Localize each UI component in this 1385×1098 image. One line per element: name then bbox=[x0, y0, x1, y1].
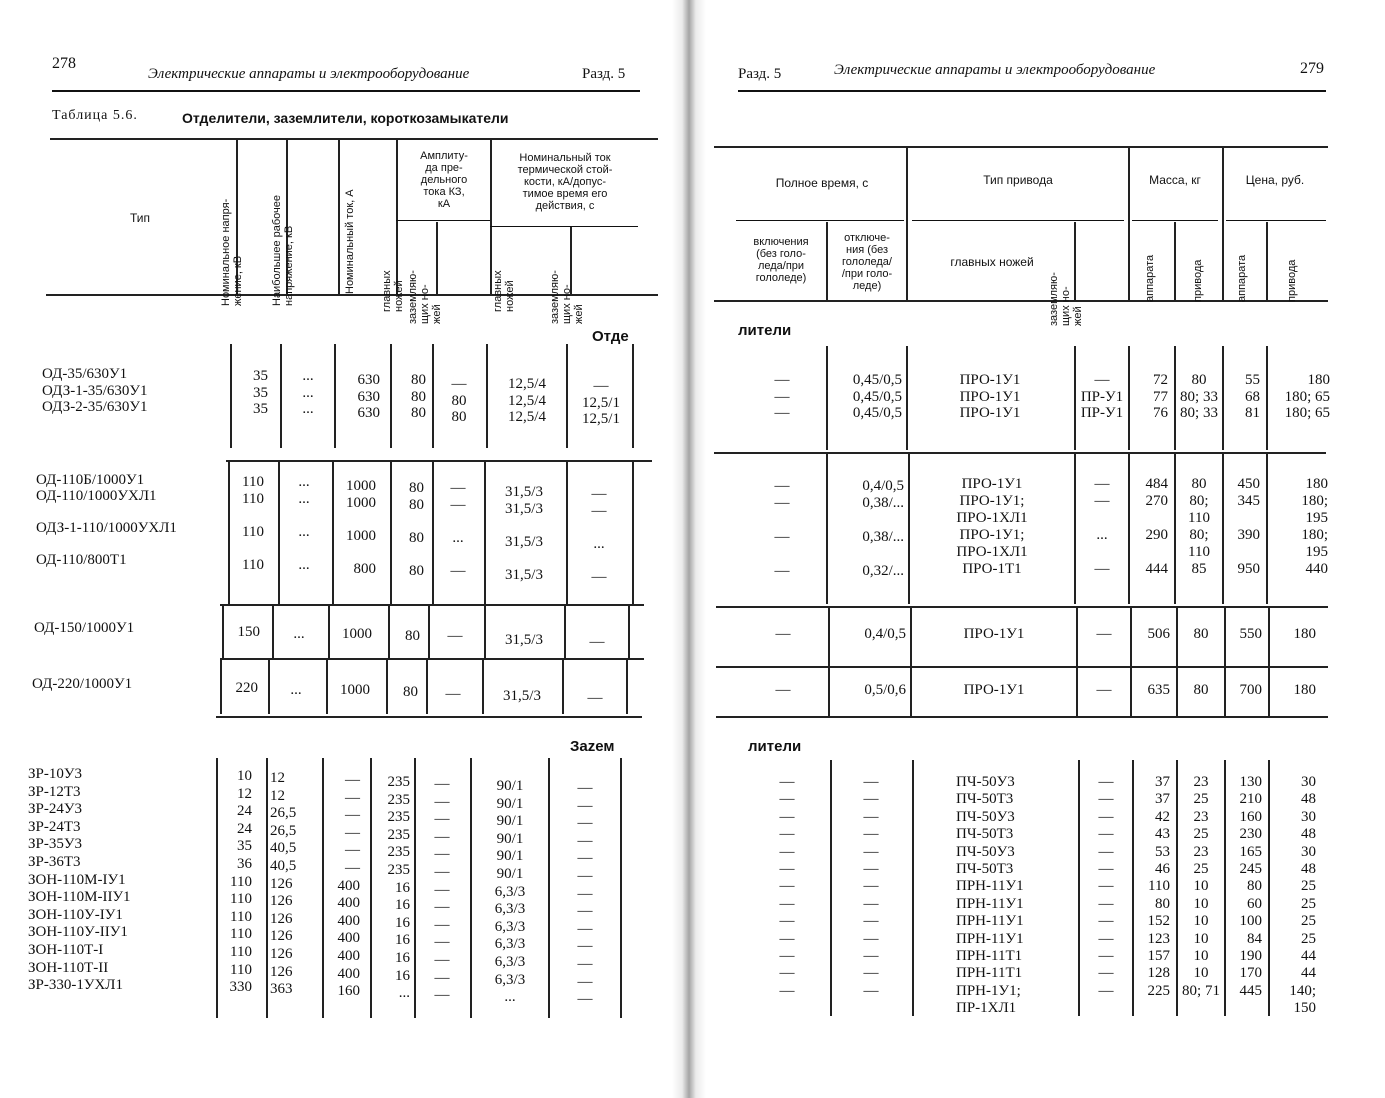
table-top-rule bbox=[714, 146, 1328, 148]
col-divider bbox=[628, 606, 630, 658]
col-mass-app-header: аппарата bbox=[1144, 254, 1156, 302]
group4-max-voltage: ... bbox=[290, 682, 302, 698]
group1-off-time: 0,45/0,5 0,45/0,5 0,45/0,5 bbox=[852, 372, 902, 421]
group4-drive-main: ПРО-1У1 bbox=[963, 682, 1025, 698]
col-divider bbox=[566, 344, 568, 448]
col-divider bbox=[280, 344, 282, 448]
group4-on-time: — bbox=[775, 682, 791, 698]
group2-price-app: 450 345 390 950 bbox=[1237, 476, 1260, 577]
group5-on-time: — — — — — — — — — — — — — bbox=[779, 774, 795, 999]
group5-drive-main: ПЧ-50У3 ПЧ-50Т3 ПЧ-50У3 ПЧ-50Т3 ПЧ-50У3 ПЧ-50Т3 ПРН-11У1 ПРН-11У1 ПРН-11У1 ПРН-11У1 ПРН-11Т1 ПРН-11Т1 ПРН-1У1; ПР-1ХЛ1 bbox=[956, 774, 1024, 1017]
col-drive-ground-header: заземляю- щих но- жей bbox=[1048, 272, 1084, 326]
col-th-ground-header: заземляю- щих но- жей bbox=[549, 270, 585, 324]
page-number: 278 bbox=[52, 55, 76, 72]
group3-price-app: 550 bbox=[1239, 626, 1262, 642]
group-rule bbox=[716, 666, 1328, 668]
group4-price-drive: 180 bbox=[1293, 682, 1316, 698]
col-price-app-header: аппарата bbox=[1236, 254, 1248, 302]
group1-drive-ground: — ПР-У1 ПР-У1 bbox=[1080, 372, 1124, 421]
subheader-rule bbox=[490, 226, 638, 227]
group1-amp-main: 80 80 80 bbox=[411, 372, 426, 421]
table-top-rule bbox=[50, 138, 658, 140]
group3-on-time: — bbox=[775, 626, 791, 642]
group1-nom-voltage: 35 35 35 bbox=[253, 368, 268, 417]
group4-drive-ground: — bbox=[1096, 682, 1112, 698]
col-divider bbox=[626, 660, 628, 714]
col-divider bbox=[1222, 148, 1224, 302]
col-price-drive-header: привода bbox=[1286, 259, 1298, 302]
group3-current: 1000 bbox=[342, 626, 372, 642]
group-rule bbox=[716, 606, 1328, 608]
group4-amp-ground: — bbox=[445, 686, 461, 702]
group1-price-drive: 180 180; 65 180; 65 bbox=[1284, 372, 1330, 421]
col-amplitude-header: Амплиту- да пре- дельного тока КЗ, кА bbox=[420, 150, 468, 210]
col-divider bbox=[482, 660, 484, 714]
col-divider bbox=[334, 344, 336, 448]
group1-drive-main: ПРО-1У1 ПРО-1У1 ПРО-1У1 bbox=[959, 372, 1021, 421]
col-divider bbox=[338, 140, 340, 296]
group5-drive-ground: — — — — — — — — — — — — — bbox=[1098, 774, 1114, 999]
group3-drive-ground: — bbox=[1096, 626, 1112, 642]
group2-drive-ground: — — ... — bbox=[1094, 476, 1110, 577]
col-divider bbox=[632, 344, 634, 448]
group3-drive-main: ПРО-1У1 bbox=[963, 626, 1025, 642]
group4-nom-voltage: 220 bbox=[235, 680, 258, 696]
subheader-rule bbox=[1226, 220, 1326, 221]
group2-mass-app: 484 270 290 444 bbox=[1145, 476, 1168, 577]
group2-th-ground: — — ... — bbox=[591, 486, 607, 585]
col-divider bbox=[470, 758, 472, 1018]
col-divider bbox=[390, 344, 392, 448]
group-rule bbox=[220, 604, 644, 606]
col-divider bbox=[1174, 222, 1176, 302]
group1-types: ОД-35/630У1 ОДЗ-1-35/630У1 ОДЗ-2-35/630У1 bbox=[42, 366, 148, 415]
group4-off-time: 0,5/0,6 bbox=[864, 682, 906, 698]
group5-max-voltage: 12 12 26,5 26,5 40,5 40,5 126 126 126 126 126 126 363 bbox=[270, 770, 297, 998]
col-divider bbox=[906, 346, 908, 450]
table-caption-prefix: Таблица 5.6. bbox=[52, 108, 138, 123]
running-title: Электрические аппараты и электрооборудование bbox=[834, 62, 1156, 78]
group2-price-drive: 180 180; 195 180; 195 440 bbox=[1301, 476, 1328, 577]
group2-on-time: — — — — bbox=[774, 478, 790, 579]
group-rule bbox=[216, 716, 642, 718]
col-max-voltage-header: Наибольшее рабочее напряжение, кВ bbox=[271, 194, 295, 306]
col-divider bbox=[910, 668, 912, 716]
col-price-header: Цена, руб. bbox=[1245, 173, 1305, 187]
col-divider bbox=[548, 758, 550, 1018]
col-divider bbox=[620, 758, 622, 1018]
group4-mass-drive: 80 bbox=[1193, 682, 1209, 698]
group1-mass-app: 72 77 76 bbox=[1153, 372, 1168, 421]
header-rule bbox=[738, 90, 1326, 92]
col-type-header: Тип bbox=[129, 211, 150, 225]
group2-current: 1000 1000 1000 800 bbox=[346, 478, 376, 577]
col-divider bbox=[906, 148, 908, 302]
col-divider bbox=[908, 454, 910, 604]
group2-types: ОД-110Б/1000У1 ОД-110/1000УХЛ1 ОДЗ-1-110/1000УХЛ1 ОД-110/800Т1 bbox=[36, 472, 177, 568]
group1-on-time: — — — bbox=[774, 372, 790, 421]
table-caption: Отделители, заземлители, короткозамыкатели bbox=[182, 110, 509, 126]
group1-max-voltage: ... ... ... bbox=[302, 368, 314, 417]
col-mass-drive-header: привода bbox=[1192, 259, 1204, 302]
subheader-rule bbox=[912, 220, 1124, 221]
col-divider bbox=[632, 462, 634, 604]
right-page bbox=[700, 0, 1385, 1098]
col-divider bbox=[486, 344, 488, 448]
section-label: Разд. 5 bbox=[582, 66, 626, 82]
section-label: Разд. 5 bbox=[738, 66, 782, 82]
group1-mass-drive: 80 80; 33 80; 33 bbox=[1180, 372, 1218, 421]
group4-price-app: 700 bbox=[1239, 682, 1262, 698]
group2-drive-main: ПРО-1У1 ПРО-1У1; ПРО-1ХЛ1 ПРО-1У1; ПРО-1ХЛ1 ПРО-1Т1 bbox=[956, 476, 1028, 577]
col-divider bbox=[1128, 148, 1130, 302]
group3-th-main: 31,5/3 bbox=[505, 632, 543, 648]
section-label-zazem: Заzем bbox=[570, 738, 615, 755]
col-on-time-header: включения (без голо- леда/при гололеде) bbox=[753, 236, 809, 284]
left-page bbox=[0, 0, 680, 1098]
group4-current: 1000 bbox=[340, 682, 370, 698]
col-divider bbox=[230, 344, 232, 448]
group5-mass-drive: 23 25 23 25 23 25 10 10 10 10 10 10 80; 71 bbox=[1182, 774, 1220, 999]
group5-types: ЗР-10У3 ЗР-12Т3 ЗР-24У3 ЗР-24Т3 ЗР-35У3 ЗР-36Т3 ЗОН-110М-IУ1 ЗОН-110М-IIУ1 ЗОН-110У-IУ1 ЗОН-110У-IIУ1 ЗОН-110Т-I ЗОН-110Т-II ЗР-330-1УХЛ1 bbox=[28, 766, 131, 994]
subheader-rule bbox=[736, 220, 904, 221]
group2-off-time: 0,4/0,5 0,38/... 0,38/... 0,32/... bbox=[862, 478, 904, 579]
group4-mass-app: 635 bbox=[1147, 682, 1170, 698]
group3-amp-ground: — bbox=[447, 628, 463, 644]
group3-mass-app: 506 bbox=[1147, 626, 1170, 642]
group5-price-drive: 30 48 30 48 30 48 25 25 25 25 44 44 140; 150 bbox=[1289, 774, 1316, 1017]
col-full-time-header: Полное время, с bbox=[775, 176, 869, 190]
group5-price-app: 130 210 160 230 165 245 80 60 100 84 190 170 445 bbox=[1239, 774, 1262, 999]
group5-th-main: 90/1 90/1 90/1 90/1 90/1 90/1 6,3/3 6,3/3 6,3/3 6,3/3 6,3/3 6,3/3 ... bbox=[494, 778, 526, 1006]
group5-amp-ground: — — — — — — — — — — — — — bbox=[434, 776, 450, 1004]
col-th-main-header: главных ножей bbox=[492, 270, 516, 312]
col-divider bbox=[910, 608, 912, 666]
group3-nom-voltage: 150 bbox=[237, 624, 260, 640]
col-amp-ground-header: заземляю- щих но- жей bbox=[407, 270, 443, 324]
group3-amp-main: 80 bbox=[405, 628, 420, 644]
col-nom-current-header: Номинальный ток, А bbox=[344, 189, 356, 294]
col-divider bbox=[266, 758, 268, 1018]
group4-types: ОД-220/1000У1 bbox=[32, 676, 133, 692]
group3-mass-drive: 80 bbox=[1193, 626, 1209, 642]
group3-price-drive: 180 bbox=[1293, 626, 1316, 642]
group5-th-ground: — — — — — — — — — — — — — bbox=[577, 780, 593, 1008]
subheader-rule bbox=[396, 220, 490, 221]
group3-off-time: 0,4/0,5 bbox=[864, 626, 906, 642]
group4-th-ground: — bbox=[587, 690, 603, 706]
group1-current: 630 630 630 bbox=[357, 372, 380, 421]
col-nom-voltage-header: Номинальное напря- жение, кВ bbox=[220, 198, 244, 306]
section-label-zazem-cont: лители bbox=[748, 738, 802, 755]
group2-max-voltage: ... ... ... ... bbox=[298, 474, 310, 573]
group5-amp-main: 235 235 235 235 235 235 16 16 16 16 16 16 ... bbox=[387, 774, 410, 1002]
group2-mass-drive: 80 80; 110 80; 110 85 bbox=[1188, 476, 1210, 577]
col-divider bbox=[432, 344, 434, 448]
section-label-otde: Отде bbox=[592, 328, 629, 345]
group2-amp-main: 80 80 80 80 bbox=[409, 480, 424, 579]
group2-nom-voltage: 110 110 110 110 bbox=[242, 474, 264, 573]
page-number: 279 bbox=[1300, 60, 1324, 77]
group3-max-voltage: ... bbox=[293, 626, 305, 642]
group5-current: — — — — — — 400 400 400 400 400 400 160 bbox=[337, 772, 360, 1000]
group2-th-main: 31,5/3 31,5/3 31,5/3 31,5/3 bbox=[505, 484, 543, 583]
subheader-rule bbox=[1132, 220, 1218, 221]
group5-nom-voltage: 10 12 24 24 35 36 110 110 110 110 110 110 330 bbox=[229, 768, 252, 996]
group-rule bbox=[714, 452, 1326, 454]
group1-th-ground: — 12,5/1 12,5/1 bbox=[582, 378, 620, 427]
group3-th-ground: — bbox=[589, 634, 605, 650]
group3-types: ОД-150/1000У1 bbox=[34, 620, 135, 636]
header-rule bbox=[52, 90, 640, 92]
col-amp-main-header: главных ножей bbox=[381, 270, 405, 312]
group4-th-main: 31,5/3 bbox=[503, 688, 541, 704]
group1-price-app: 55 68 81 bbox=[1245, 372, 1260, 421]
col-drive-main-header: главных ножей bbox=[950, 255, 1034, 269]
col-divider bbox=[1266, 222, 1268, 302]
col-thermal-header: Номинальный ток термической стой- кости, кА/допус- тимое время его действия, с bbox=[517, 152, 613, 212]
group4-amp-main: 80 bbox=[403, 684, 418, 700]
group1-th-main: 12,5/4 12,5/4 12,5/4 bbox=[508, 376, 546, 425]
group1-amp-ground: — 80 80 bbox=[451, 376, 467, 425]
col-off-time-header: отключе- ния (без гололеда/ /при голо- леде) bbox=[841, 232, 893, 292]
group5-mass-app: 37 37 42 43 53 46 110 80 152 123 157 128 225 bbox=[1147, 774, 1170, 999]
running-title: Электрические аппараты и электрооборудование bbox=[148, 66, 470, 82]
group-rule bbox=[226, 460, 652, 462]
col-mass-header: Масса, кг bbox=[1149, 173, 1201, 187]
section-label-otde-cont: лители bbox=[738, 322, 792, 339]
col-divider bbox=[912, 760, 914, 1016]
group-rule bbox=[716, 716, 1328, 718]
group-rule bbox=[220, 658, 644, 660]
group5-off-time: — — — — — — — — — — — — — bbox=[863, 774, 879, 999]
group2-amp-ground: — — ... — bbox=[450, 480, 466, 579]
col-drive-type-header: Тип привода bbox=[983, 173, 1053, 187]
col-divider bbox=[414, 758, 416, 1018]
